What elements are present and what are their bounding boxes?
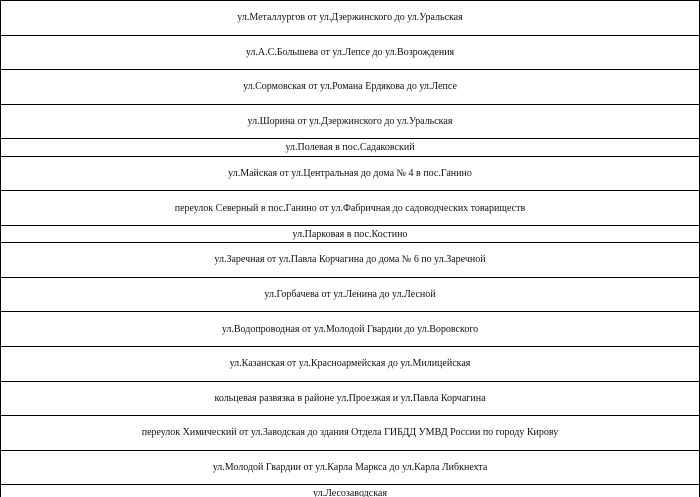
table-row: кольцевая развязка в районе ул.Проезжая и ул.Павла Корчагина — [1, 382, 699, 417]
table-row: ул.Горбачева от ул.Ленина до ул.Лесной — [1, 278, 699, 313]
table-row: ул.Шорина от ул.Дзержинского до ул.Уральская — [1, 105, 699, 140]
table-row: ул.Заречная от ул.Павла Корчагина до дома № 6 по ул.Заречной — [1, 243, 699, 278]
table-row: ул.Майская от ул.Центральная до дома № 4 в пос.Ганино — [1, 157, 699, 192]
table-row: ул.Казанская от ул.Красноармейская до ул.Милицейская — [1, 347, 699, 382]
table-row: ул.А.С.Большева от ул.Лепсе до ул.Возрождения — [1, 36, 699, 71]
table-row: ул.Металлургов от ул.Дзержинского до ул.Уральская — [1, 1, 699, 36]
table-row: переулок Химический от ул.Заводская до здания Отдела ГИБДД УМВД России по городу Кирову — [1, 416, 699, 451]
table-row: ул.Полевая в пос.Садаковский — [1, 139, 699, 156]
table-row: ул.Водопроводная от ул.Молодой Гвардии до ул.Воровского — [1, 312, 699, 347]
table-row: ул.Лесозаводская — [1, 485, 699, 497]
table-row: ул.Сормовская от ул.Романа Ердякова до ул.Лепсе — [1, 70, 699, 105]
table-row: переулок Северный в пос.Ганино от ул.Фабричная до садоводческих товариществ — [1, 191, 699, 226]
table-row: ул.Молодой Гвардии от ул.Карла Маркса до ул.Карла Либкнехта — [1, 451, 699, 486]
table-row: ул.Парковая в пос.Костино — [1, 226, 699, 243]
